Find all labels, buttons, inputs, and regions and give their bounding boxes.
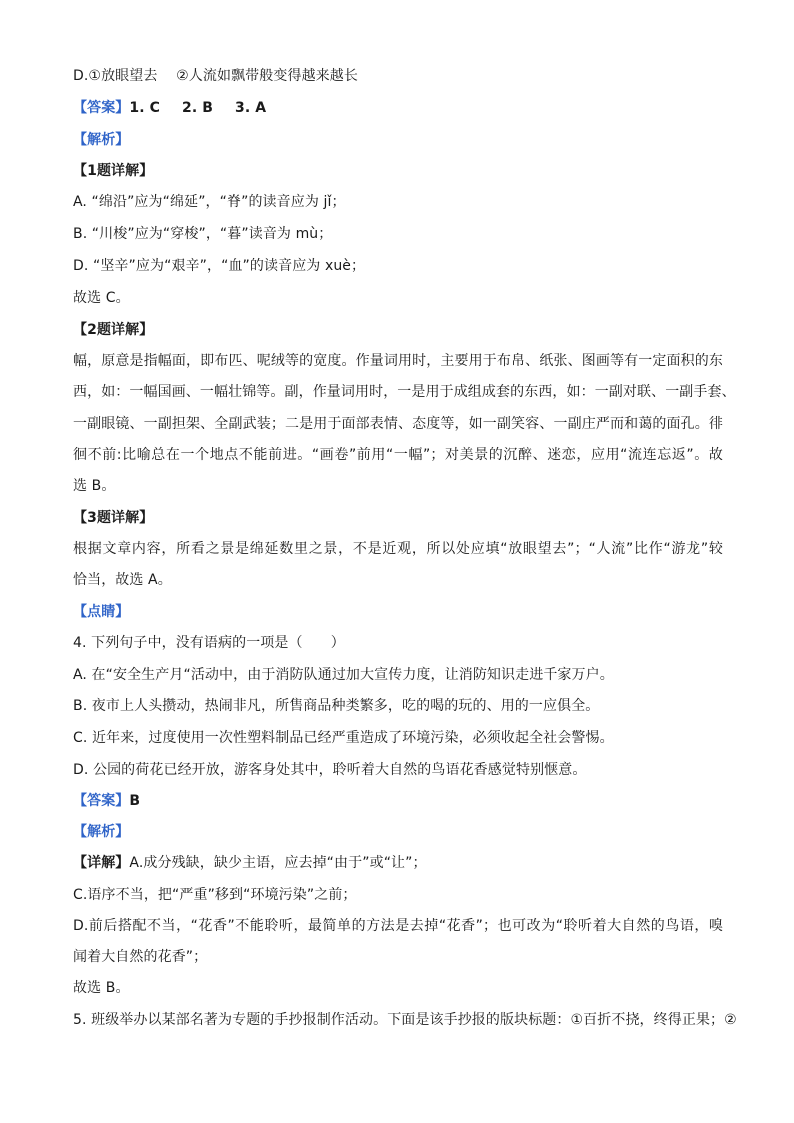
q4-detail-line: C.语序不当，把“严重”移到“环境污染”之前； — [73, 887, 357, 903]
q2-detail-line: 选 B。 — [73, 478, 116, 494]
q2-detail-line: 一副眼镜、一副担架、全副武装；二是用于面部表情、态度等，如一副笑容、一副庄严而和蔼的面孔。徘 — [73, 416, 723, 432]
q4-detail-text: A.成分残缺，缺少主语，应去掉“由于”或“让”； — [129, 855, 427, 871]
q4-detail-line: D.前后搭配不当，“花香”不能聆听，最简单的方法是去掉“花香”；也可改为“聆听着大自然的鸟语，嗅 — [73, 918, 723, 934]
q4-analysis-tag: 【解析】 — [73, 824, 130, 840]
q1-detail-line: B. “川梭”应为“穿梭”，“暮”读音为 mù； — [73, 226, 333, 242]
q1-detail-line: 故选 C。 — [73, 290, 130, 306]
answer-line-1 — [73, 98, 733, 118]
q5-stem: 5. 班级举办以某部名著为专题的手抄报制作活动。下面是该手抄报的版块标题：①百折不挠，终得正果；② — [73, 1012, 737, 1028]
q4-detail-first — [73, 853, 733, 873]
q4-detail-line: 故选 B。 — [73, 980, 130, 996]
answer-item: 3. A — [235, 100, 267, 116]
detail-tag: 【详解】 — [73, 855, 130, 871]
q3-option-d: D.①放眼望去 ②人流如飘带般变得越来越长 — [73, 68, 358, 84]
q3-detail-line: 恰当，故选 A。 — [73, 572, 172, 588]
answer-item: 2. B — [182, 100, 214, 116]
q4-option-d: D. 公园的荷花已经开放，游客身处其中，聆听着大自然的鸟语花香感觉特别惬意。 — [73, 762, 587, 778]
q2-detail-header: 【2题详解】 — [73, 322, 154, 338]
dianjing-tag: 【点睛】 — [73, 604, 130, 620]
q4-option-b: B. 夜市上人头攒动，热闹非凡，所售商品种类繁多，吃的喝的玩的、用的一应俱全。 — [73, 698, 600, 714]
answer-tag: 【答案】 — [73, 793, 130, 809]
q1-detail-line: D. “坚辛”应为“艰辛”，“血”的读音应为 xuè； — [73, 258, 366, 274]
q2-detail-line: 幅，原意是指幅面，即布匹、呢绒等的宽度。作量词用时，主要用于布帛、纸张、图画等有一定面积的东 — [73, 353, 723, 369]
q3-detail-line: 根据文章内容，所看之景是绵延数里之景，不是近观，所以处应填“放眼望去”；“人流”比作“游龙”较 — [73, 541, 723, 557]
q4-answer: B — [129, 793, 141, 809]
q3-detail-header: 【3题详解】 — [73, 510, 154, 526]
q1-detail-line: A. “绵沿”应为“绵延”，“脊”的读音应为 jǐ； — [73, 194, 346, 210]
q2-detail-line: 西，如：一幅国画、一幅壮锦等。副，作量词用时，一是用于成组成套的东西，如：一副对联、一副手套、 — [73, 384, 736, 400]
analysis-tag: 【解析】 — [73, 132, 130, 148]
q4-stem: 4. 下列句子中，没有语病的一项是（ ） — [73, 635, 345, 651]
q1-detail-header: 【1题详解】 — [73, 163, 154, 179]
q4-option-c: C. 近年来，过度使用一次性塑料制品已经严重造成了环境污染，必须收起全社会警惕。 — [73, 730, 614, 746]
answer-item: 1. C — [129, 100, 161, 116]
q4-answer-line — [73, 791, 733, 811]
q2-detail-line: 徊不前:比喻总在一个地点不能前进。“画卷”前用“一幅”；对美景的沉醉、迷恋，应用“流连忘返”。故 — [73, 447, 723, 463]
answer-tag: 【答案】 — [73, 100, 130, 116]
q4-detail-line: 闻着大自然的花香”； — [73, 949, 208, 965]
q4-option-a: A. 在“安全生产月“活动中，由于消防队通过加大宣传力度，让消防知识走进千家万户。 — [73, 667, 614, 683]
